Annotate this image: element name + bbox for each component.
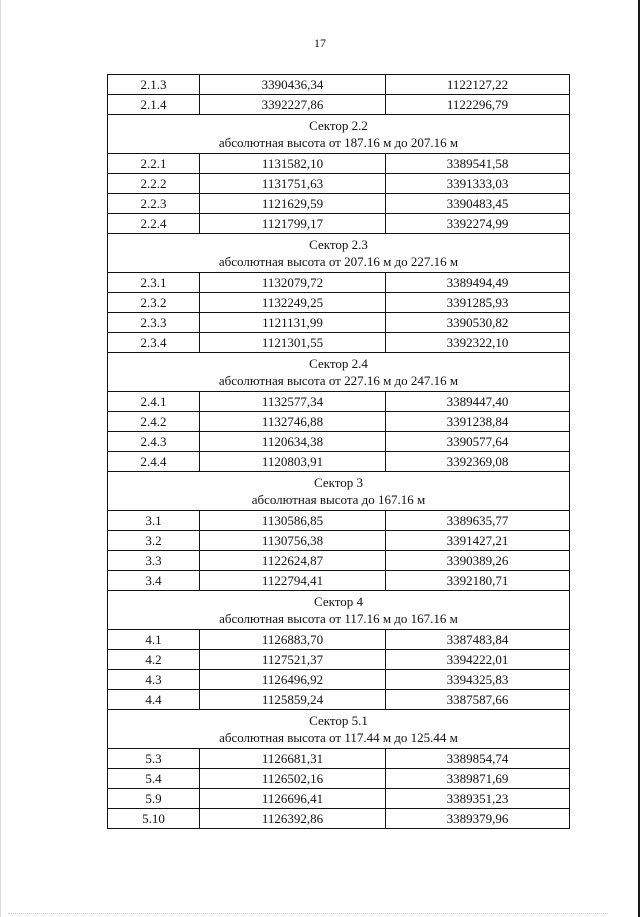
- sector-header: [108, 115, 570, 154]
- point-id-cell: 5.10: [108, 809, 200, 829]
- table-row: [108, 749, 570, 769]
- sector-altitude-range: абсолютная высота от 187.16 м до 207.16 м: [218, 135, 459, 150]
- point-id-cell: 2.4.1: [108, 392, 200, 412]
- coordinate-x-cell: 1122624,87: [200, 551, 386, 571]
- point-id-cell: 2.2.3: [108, 194, 200, 214]
- point-id-cell: 2.4.4: [108, 452, 200, 472]
- sector-altitude-range: абсолютная высота до 167.16 м: [251, 492, 426, 507]
- coordinate-x-cell: 1130756,38: [200, 531, 386, 551]
- sector-title: Сектор 4: [313, 594, 363, 609]
- coordinate-x-cell: 1121629,59: [200, 194, 386, 214]
- table-row: [108, 293, 570, 313]
- coordinate-x-cell: 1132079,72: [200, 273, 386, 293]
- coordinate-y-cell: 3391238,84: [386, 412, 570, 432]
- table-row: [108, 531, 570, 551]
- point-id-cell: 2.1.3: [108, 75, 200, 95]
- coordinate-y-cell: 1122127,22: [386, 75, 570, 95]
- coordinate-x-cell: 1121131,99: [200, 313, 386, 333]
- table-row: [108, 412, 570, 432]
- point-id-cell: 4.2: [108, 650, 200, 670]
- sector-header: [108, 234, 570, 273]
- coordinate-y-cell: 3387483,84: [386, 630, 570, 650]
- coordinate-x-cell: 1125859,24: [200, 690, 386, 710]
- coordinate-x-cell: 1130586,85: [200, 511, 386, 531]
- coordinate-y-cell: 3392274,99: [386, 214, 570, 234]
- point-id-cell: 2.3.1: [108, 273, 200, 293]
- point-id-cell: 2.2.4: [108, 214, 200, 234]
- sector-header: [108, 353, 570, 392]
- coordinate-y-cell: 1122296,79: [386, 95, 570, 115]
- point-id-cell: 3.3: [108, 551, 200, 571]
- coordinate-y-cell: 3389379,96: [386, 809, 570, 829]
- table-row: [108, 769, 570, 789]
- coordinate-x-cell: 1120803,91: [200, 452, 386, 472]
- coordinate-y-cell: 3390577,64: [386, 432, 570, 452]
- point-id-cell: 2.2.1: [108, 154, 200, 174]
- coordinate-x-cell: 1126883,70: [200, 630, 386, 650]
- sector-title: Сектор 3: [313, 475, 363, 490]
- coordinate-y-cell: 3389871,69: [386, 769, 570, 789]
- table-row: [108, 571, 570, 591]
- coordinate-y-cell: 3389854,74: [386, 749, 570, 769]
- sector-header-row: [108, 472, 570, 511]
- table-row: [108, 452, 570, 472]
- table-row: [108, 551, 570, 571]
- coordinate-y-cell: 3390530,82: [386, 313, 570, 333]
- coordinate-x-cell: 1132746,88: [200, 412, 386, 432]
- coordinate-y-cell: 3390483,45: [386, 194, 570, 214]
- coordinate-y-cell: 3389494,49: [386, 273, 570, 293]
- point-id-cell: 2.3.2: [108, 293, 200, 313]
- coordinate-x-cell: 1131751,63: [200, 174, 386, 194]
- coordinate-y-cell: 3392369,08: [386, 452, 570, 472]
- coordinate-x-cell: 1120634,38: [200, 432, 386, 452]
- sector-title: Сектор 2.4: [309, 356, 368, 371]
- point-id-cell: 4.1: [108, 630, 200, 650]
- coordinate-y-cell: 3391427,21: [386, 531, 570, 551]
- coordinate-x-cell: 1121301,55: [200, 333, 386, 353]
- sector-title: Сектор 2.2: [309, 118, 368, 133]
- coordinate-x-cell: 1122794,41: [200, 571, 386, 591]
- coordinate-y-cell: 3389541,58: [386, 154, 570, 174]
- point-id-cell: 2.4.3: [108, 432, 200, 452]
- sector-header: [108, 472, 570, 511]
- table-row: [108, 214, 570, 234]
- point-id-cell: 2.4.2: [108, 412, 200, 432]
- table-row: [108, 511, 570, 531]
- coordinate-x-cell: 1126392,86: [200, 809, 386, 829]
- scan-artifact-dotted-line: [8, 912, 608, 914]
- coordinate-y-cell: 3394325,83: [386, 670, 570, 690]
- table-row: [108, 95, 570, 115]
- table-row: [108, 75, 570, 95]
- coordinate-y-cell: 3391285,93: [386, 293, 570, 313]
- coordinate-x-cell: 1126681,31: [200, 749, 386, 769]
- sector-header: [108, 710, 570, 749]
- coordinates-table-body: [108, 75, 570, 829]
- table-row: [108, 313, 570, 333]
- coordinate-x-cell: 1131582,10: [200, 154, 386, 174]
- table-row: [108, 432, 570, 452]
- coordinate-x-cell: 1127521,37: [200, 650, 386, 670]
- coordinates-table: [107, 74, 570, 829]
- point-id-cell: 5.9: [108, 789, 200, 809]
- point-id-cell: 2.1.4: [108, 95, 200, 115]
- point-id-cell: 5.3: [108, 749, 200, 769]
- point-id-cell: 3.2: [108, 531, 200, 551]
- point-id-cell: 5.4: [108, 769, 200, 789]
- coordinate-x-cell: 3390436,34: [200, 75, 386, 95]
- sector-title: Сектор 2.3: [309, 237, 368, 252]
- page-edge-left: [0, 0, 1, 917]
- coordinate-x-cell: 1126496,92: [200, 670, 386, 690]
- table-row: [108, 809, 570, 829]
- sector-altitude-range: абсолютная высота от 227.16 м до 247.16 м: [218, 373, 459, 388]
- point-id-cell: 4.4: [108, 690, 200, 710]
- point-id-cell: 2.3.4: [108, 333, 200, 353]
- coordinate-x-cell: 1126696,41: [200, 789, 386, 809]
- sector-header: [108, 591, 570, 630]
- page-number: 17: [314, 36, 326, 50]
- coordinate-y-cell: 3389447,40: [386, 392, 570, 412]
- coordinate-x-cell: 1132249,25: [200, 293, 386, 313]
- table-row: [108, 630, 570, 650]
- sector-header-row: [108, 353, 570, 392]
- coordinate-y-cell: 3390389,26: [386, 551, 570, 571]
- table-row: [108, 690, 570, 710]
- coordinate-y-cell: 3389635,77: [386, 511, 570, 531]
- coordinate-x-cell: 1126502,16: [200, 769, 386, 789]
- table-row: [108, 154, 570, 174]
- point-id-cell: 4.3: [108, 670, 200, 690]
- table-row: [108, 273, 570, 293]
- table-row: [108, 650, 570, 670]
- coordinate-x-cell: 1121799,17: [200, 214, 386, 234]
- table-row: [108, 670, 570, 690]
- point-id-cell: 3.4: [108, 571, 200, 591]
- sector-header-row: [108, 710, 570, 749]
- point-id-cell: 3.1: [108, 511, 200, 531]
- coordinate-y-cell: 3394222,01: [386, 650, 570, 670]
- sector-header-row: [108, 591, 570, 630]
- point-id-cell: 2.2.2: [108, 174, 200, 194]
- table-row: [108, 789, 570, 809]
- coordinate-y-cell: 3391333,03: [386, 174, 570, 194]
- coordinate-y-cell: 3387587,66: [386, 690, 570, 710]
- table-row: [108, 174, 570, 194]
- sector-altitude-range: абсолютная высота от 117.16 м до 167.16 м: [219, 611, 458, 626]
- table-row: [108, 194, 570, 214]
- coordinate-y-cell: 3389351,23: [386, 789, 570, 809]
- sector-title: Сектор 5.1: [309, 713, 368, 728]
- point-id-cell: 2.3.3: [108, 313, 200, 333]
- coordinate-x-cell: 3392227,86: [200, 95, 386, 115]
- sector-altitude-range: абсолютная высота от 117.44 м до 125.44 м: [219, 730, 458, 745]
- coordinate-y-cell: 3392180,71: [386, 571, 570, 591]
- sector-header-row: [108, 115, 570, 154]
- table-row: [108, 392, 570, 412]
- table-row: [108, 333, 570, 353]
- coordinate-x-cell: 1132577,34: [200, 392, 386, 412]
- coordinate-y-cell: 3392322,10: [386, 333, 570, 353]
- sector-header-row: [108, 234, 570, 273]
- sector-altitude-range: абсолютная высота от 207.16 м до 227.16 м: [218, 254, 459, 269]
